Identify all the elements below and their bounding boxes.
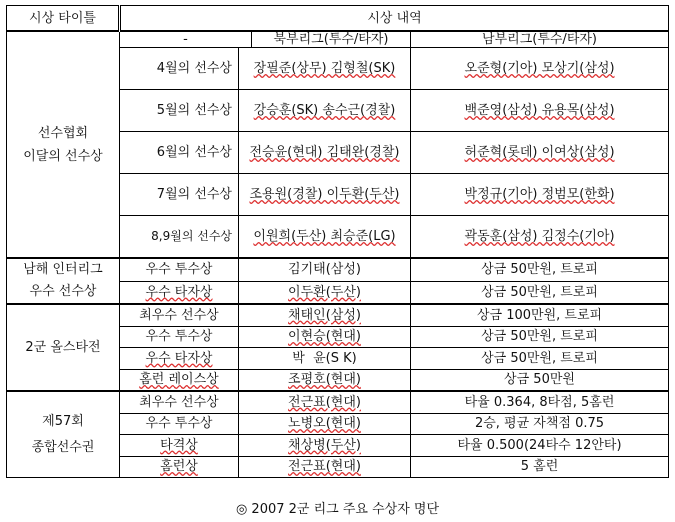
north-winners: 강승훈(SK) 송수근(경찰) <box>239 90 411 132</box>
award-name: 홈런상 <box>120 456 239 478</box>
subheader-south: 남부리그(투수/타자) <box>411 31 669 48</box>
subheader-dash: - <box>120 31 252 48</box>
north-winners: 장필준(상무) 김형철(SK) <box>239 48 411 90</box>
award-name: 최우수 선수상 <box>120 304 239 326</box>
south-winners: 오준형(기아) 모상기(삼성) <box>411 48 669 90</box>
awards-document <box>6 5 668 495</box>
award-name: 우수 타자상 <box>120 281 239 304</box>
award-name: 우수 투수상 <box>120 326 239 348</box>
table-row <box>7 391 669 413</box>
award-name: 타격상 <box>120 435 239 457</box>
prize-detail: 5 홈런 <box>411 456 669 478</box>
prize-detail: 2승, 평균 자책점 0.75 <box>411 413 669 435</box>
month-label: 4월의 선수상 <box>120 48 239 90</box>
subheader-row <box>7 31 669 48</box>
month-label: 8,9월의 선수상 <box>120 216 239 259</box>
prize-detail: 상금 50만원, 트로피 <box>411 348 669 370</box>
table-row <box>7 304 669 326</box>
award-name: 우수 타자상 <box>120 348 239 370</box>
header-award-title: 시상 타이틀 <box>7 6 120 32</box>
month-label: 6월의 선수상 <box>120 132 239 174</box>
south-winners: 박정규(기아) 정범모(한화) <box>411 174 669 216</box>
allstar-group-label: 2군 올스타전 <box>7 304 120 391</box>
award-name: 최우수 선수상 <box>120 391 239 413</box>
awards-table <box>6 5 669 478</box>
interleague-group-label: 남해 인터리그 우수 선수상 <box>7 258 120 304</box>
south-winners: 곽동훈(삼성) 김정수(기아) <box>411 216 669 259</box>
north-winners: 이원희(두산) 최승준(LG) <box>239 216 411 259</box>
north-winners: 전승윤(현대) 김태완(경찰) <box>239 132 411 174</box>
prize-detail: 상금 50만원, 트로피 <box>411 258 669 281</box>
table-caption: ◎ 2007 2군 리그 주요 수상자 명단 <box>235 502 440 517</box>
award-name: 우수 투수상 <box>120 258 239 281</box>
prize-detail: 상금 50만원 <box>411 369 669 391</box>
player-name: 전근표(현대) <box>239 391 411 413</box>
player-name: 노병오(현대) <box>239 413 411 435</box>
player-name: 김기태(삼성) <box>239 258 411 281</box>
south-winners: 허준혁(롯데) 이여상(삼성) <box>411 132 669 174</box>
award-name: 홈런 레이스상 <box>120 369 239 391</box>
player-name: 조평호(현대) <box>239 369 411 391</box>
header-award-detail: 시상 내역 <box>120 6 669 32</box>
south-winners: 백준영(삼성) 유용목(삼성) <box>411 90 669 132</box>
player-name: 전근표(현대) <box>239 456 411 478</box>
championship-group-label: 제57회 종합선수권 <box>7 391 120 478</box>
prize-detail: 타율 0.500(24타수 12안타) <box>411 435 669 457</box>
prize-detail: 타율 0.364, 8타점, 5홈런 <box>411 391 669 413</box>
prize-detail: 상금 50만원, 트로피 <box>411 326 669 348</box>
player-name: 이두환(두산) <box>239 281 411 304</box>
player-name: 박 윤(S K) <box>239 348 411 370</box>
player-name: 채상병(두산) <box>239 435 411 457</box>
prize-detail: 상금 100만원, 트로피 <box>411 304 669 326</box>
subheader-north: 북부리그(투수/타자) <box>252 31 411 48</box>
month-label: 7월의 선수상 <box>120 174 239 216</box>
player-name: 이현승(현대) <box>239 326 411 348</box>
header-row <box>7 6 669 32</box>
prize-detail: 상금 50만원, 트로피 <box>411 281 669 304</box>
north-winners: 조용원(경찰) 이두환(두산) <box>239 174 411 216</box>
award-name: 우수 투수상 <box>120 413 239 435</box>
player-name: 채태인(삼성) <box>239 304 411 326</box>
monthly-group-label: 선수협회 이달의 선수상 <box>7 31 120 258</box>
month-label: 5월의 선수상 <box>120 90 239 132</box>
table-row <box>7 258 669 281</box>
